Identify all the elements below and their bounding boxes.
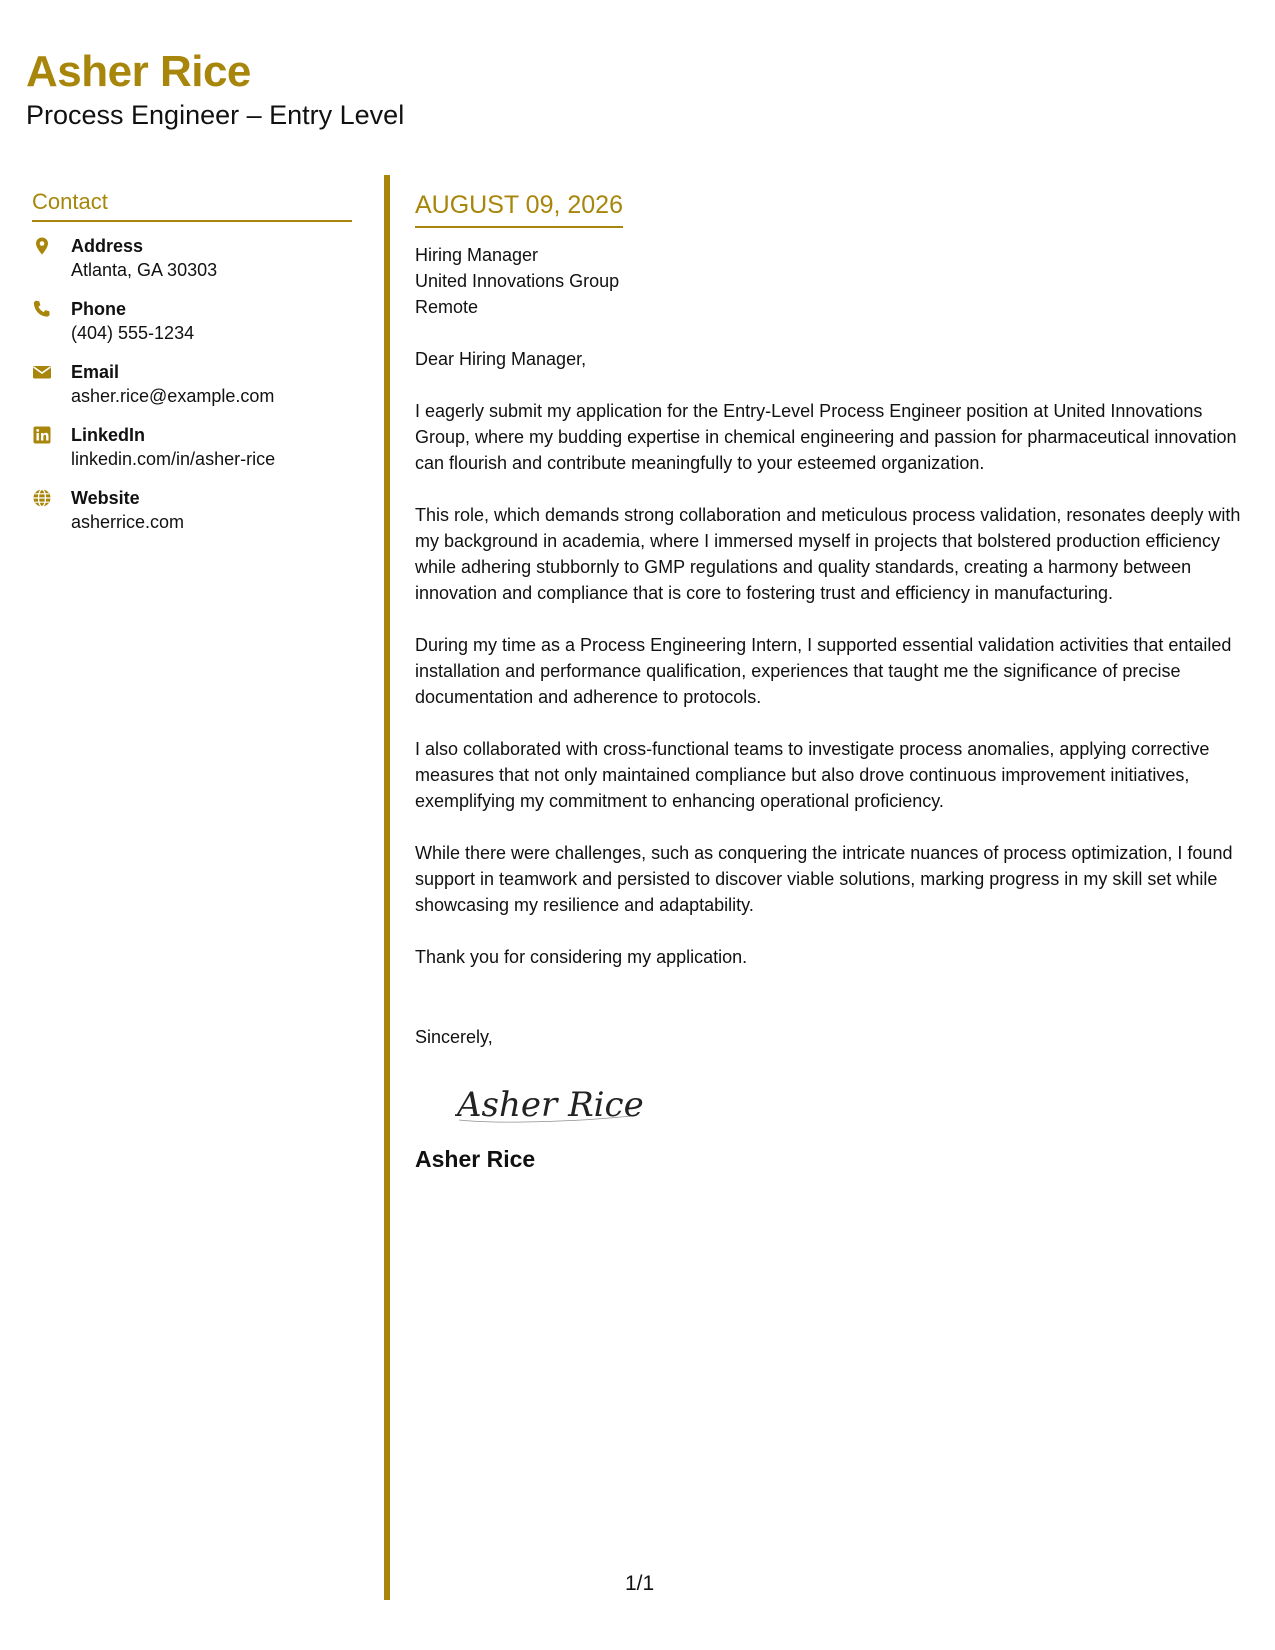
linkedin-icon — [32, 425, 52, 445]
contact-value-email: asher.rice@example.com — [71, 386, 275, 407]
paragraph: I also collaborated with cross-functional teams to investigate process anomalies, applying corrective measures that not only maintained compliance but also drove continuous improvement initiatives, exemplifying my commitment to enhancing operational proficiency. — [415, 739, 1210, 811]
paragraph: While there were challenges, such as conquering the intricate nuances of process optimization, I found support in teamwork and persisted to discover viable solutions, marking progress in my skill set while showcasing my resilience and adaptability. — [415, 843, 1233, 915]
recipient-line: Hiring Manager — [415, 245, 539, 265]
contact-heading: Contact — [32, 190, 352, 222]
contact-item-address — [32, 234, 352, 297]
map-pin-icon — [32, 236, 52, 256]
job-title: Process Engineer – Entry Level — [26, 100, 405, 130]
closing: Sincerely, — [415, 1027, 493, 1047]
contact-item-website — [32, 486, 352, 549]
letter-body — [415, 190, 1250, 1174]
paragraph: During my time as a Process Engineering Intern, I supported essential validation activities that entailed installation and performance qualification, experiences that taught me the significance of precise documentation and adherence to protocols. — [415, 635, 1232, 707]
contact-item-email — [32, 360, 352, 423]
recipient-line: Remote — [415, 297, 479, 317]
contact-label-website: Website — [71, 488, 140, 509]
contact-value-website: asherrice.com — [71, 512, 185, 533]
handwritten-signature — [455, 1072, 655, 1132]
contact-label-linkedin: LinkedIn — [71, 425, 146, 446]
contact-value-linkedin: linkedin.com/in/asher-rice — [71, 449, 276, 470]
recipient-block — [415, 242, 1250, 320]
vertical-divider — [384, 175, 390, 1600]
envelope-icon — [32, 362, 52, 382]
contact-label-email: Email — [71, 362, 120, 383]
paragraph: I eagerly submit my application for the Entry-Level Process Engineer position at United Innovations Group, where my budding expertise in chemical engineering and passion for pharmaceutical innovation can flourish and contribute meaningfully to your esteemed organization. — [415, 401, 1237, 473]
signer-name: Asher Rice — [415, 1146, 536, 1172]
phone-icon — [32, 299, 52, 319]
contact-label-phone: Phone — [71, 299, 127, 320]
letter-date: AUGUST 09, 2026 — [415, 190, 623, 228]
contact-item-linkedin — [32, 423, 352, 486]
page-number: 1/1 — [625, 1572, 655, 1595]
contact-item-phone — [32, 297, 352, 360]
applicant-name: Asher Rice — [26, 47, 251, 96]
contact-value-phone: (404) 555-1234 — [71, 323, 195, 344]
salutation: Dear Hiring Manager, — [415, 349, 587, 369]
paragraph: This role, which demands strong collaboration and meticulous process validation, resonates deeply with my background in academia, where I immersed myself in projects that bolstered production efficiency while adhering stubbornly to GMP regulations and quality standards, creating a harmony between innovation and compliance that is core to fostering trust and efficiency in manufacturing. — [415, 505, 1241, 603]
contact-label-address: Address — [71, 236, 144, 257]
contact-sidebar — [32, 190, 352, 549]
svg-text:Asher Rice: Asher Rice — [457, 1085, 644, 1125]
globe-icon — [32, 488, 52, 508]
contact-value-address: Atlanta, GA 30303 — [71, 260, 218, 281]
recipient-line: United Innovations Group — [415, 271, 620, 291]
contact-list — [32, 234, 352, 549]
paragraph: Thank you for considering my application. — [415, 947, 748, 967]
